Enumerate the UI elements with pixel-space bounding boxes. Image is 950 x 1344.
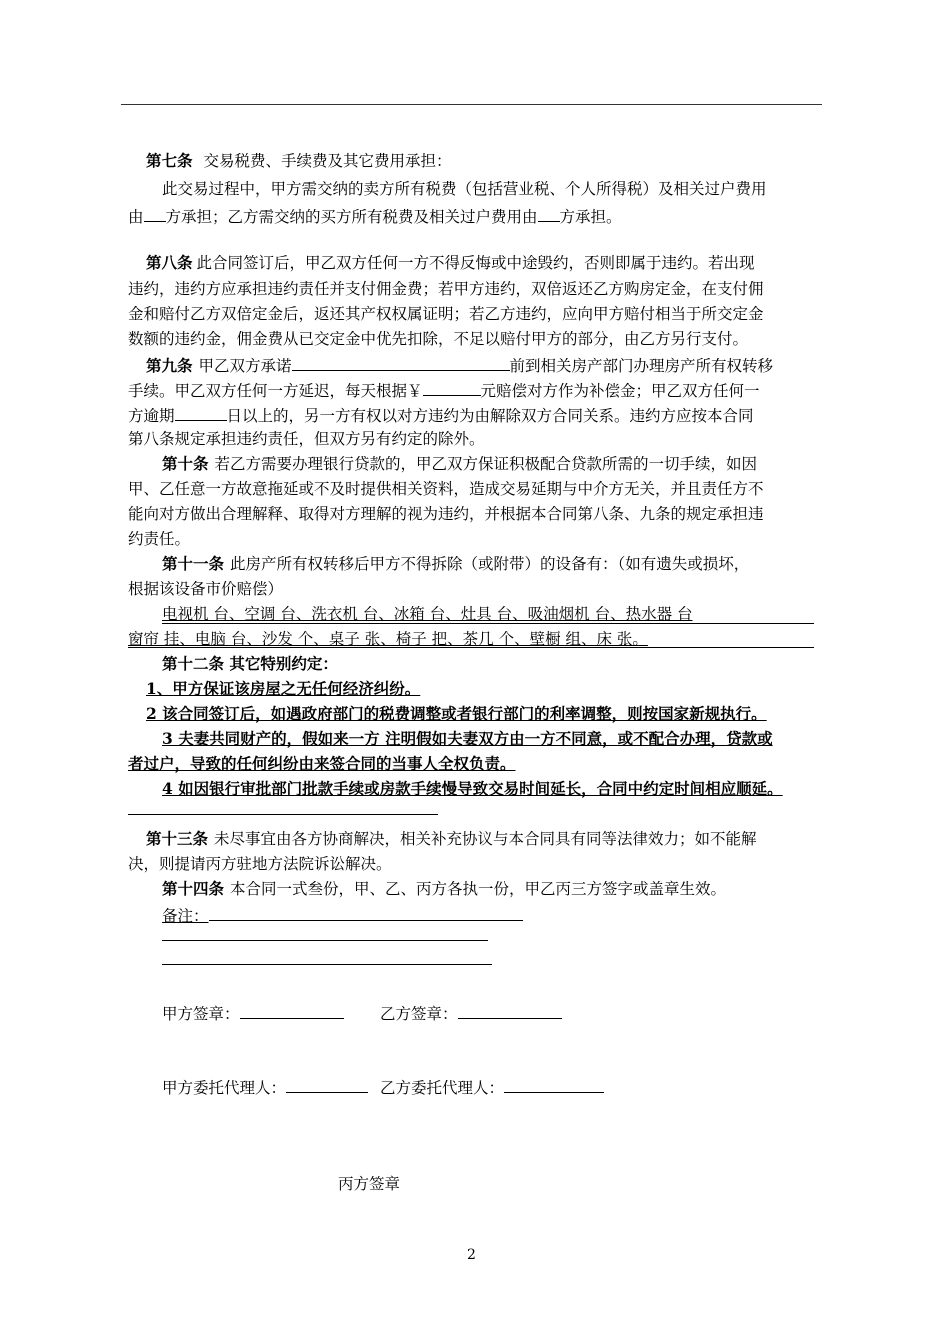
article-14-line: 第十四条 本合同一式叁份，甲、乙、丙方各执一份，甲乙丙三方签字或盖章生效。 — [162, 879, 727, 898]
article-10-line: 能向对方做出合理解释、取得对方理解的视为违约，并根据本合同第八条、九条的规定承担违 — [128, 505, 764, 523]
party-a-agent: 甲方委托代理人： — [162, 1075, 368, 1099]
special-term: 1、甲方保证该房屋之无任何经济纠纷。 — [146, 679, 421, 698]
article-11-line: 根据该设备市价赔偿） — [128, 580, 284, 598]
equipment-underline — [128, 647, 814, 648]
article-7-line: 此交易过程中，甲方需交纳的卖方所有税费（包括营业税、个人所得税）及相关过户费用 — [162, 180, 767, 198]
special-term: 2 该合同签订后，如遇政府部门的税费调整或者银行部门的利率调整，则按国家新规执行。 — [146, 704, 767, 723]
equipment-underline — [162, 623, 814, 624]
article-8-line: 第八条 此合同签订后，甲乙双方任何一方不得反悔或中途毁约，否则即属于违约。若出现 — [146, 253, 755, 272]
equipment-list: 窗帘 挂、电脑 台、沙发 个、桌子 张、椅子 把、茶几 个、壁橱 组、床 张。 — [128, 630, 648, 648]
remarks: 备注： — [162, 903, 523, 927]
article-10-line: 第十条 若乙方需要办理银行贷款的，甲乙双方保证积极配合贷款所需的一切手续，如因 — [162, 454, 758, 473]
article-8-line: 金和赔付乙方双倍定金后，返还其产权权属证明；若乙方违约，应向甲方赔付相当于所交定金 — [128, 305, 764, 323]
special-term: 者过户，导致的任何纠纷由来签合同的当事人全权负责。 — [128, 754, 516, 773]
remarks-line — [162, 940, 488, 941]
page-number: 2 — [467, 1247, 476, 1263]
article-7-heading: 第七条 交易税费、手续费及其它费用承担： — [146, 151, 452, 170]
remarks-line — [162, 964, 492, 965]
party-b-agent: 乙方委托代理人： — [380, 1075, 604, 1099]
special-term: 4 如因银行审批部门批款手续或房款手续慢导致交易时间延长，合同中约定时间相应顺延。 — [162, 779, 783, 798]
article-7-line: 由 方承担；乙方需交纳的买方所有税费及相关过户费用由 方承担。 — [128, 204, 622, 228]
party-b-signature: 乙方签章： — [380, 1001, 562, 1025]
article-13-line: 第十三条 未尽事宜由各方协商解决，相关补充协议与本合同具有同等法律效力；如不能解 — [146, 829, 757, 848]
article-8-line: 违约，违约方应承担违约责任并支付佣金费；若甲方违约，双倍返还乙方购房定金，在支付佣 — [128, 280, 764, 298]
party-c-signature: 丙方签章 — [338, 1175, 401, 1193]
section-rule — [128, 814, 438, 815]
equipment-list: 电视机 台、空调 台、洗衣机 台、冰箱 台、灶具 台、吸油烟机 台、热水器 台 — [162, 605, 693, 623]
article-9-line: 第九条 甲乙双方承诺 前到相关房产部门办理房产所有权转移 — [146, 353, 773, 377]
party-a-signature: 甲方签章： — [162, 1001, 344, 1025]
article-10-line: 甲、乙任意一方故意拖延或不及时提供相关资料，造成交易延期与中介方无关，并且责任方不 — [128, 480, 764, 498]
article-9-line: 手续。甲乙双方任何一方延迟，每天根据￥ 元赔偿对方作为补偿金；甲乙双方任何一 — [128, 378, 760, 402]
article-9-line: 方逾期 日以上的，另一方有权以对方违约为由解除双方合同关系。违约方应按本合同 — [128, 403, 754, 427]
special-term: 3 夫妻共同财产的，假如来一方 注明假如夫妻双方由一方不同意，或不配合办理，贷款或 — [162, 729, 773, 748]
article-11-line: 第十一条 此房产所有权转移后甲方不得拆除（或附带）的设备有：（如有遗失或损坏， — [162, 554, 750, 573]
article-12-heading: 第十二条 其它特别约定： — [162, 654, 338, 673]
header-rule — [121, 104, 822, 105]
article-8-line: 数额的违约金，佣金费从已交定金中优先扣除，不足以赔付甲方的部分，由乙方另行支付。 — [128, 330, 749, 348]
article-13-line: 决，则提请丙方驻地方法院诉讼解决。 — [128, 855, 392, 873]
article-10-line: 约责任。 — [128, 530, 191, 548]
article-9-line: 第八条规定承担违约责任，但双方另有约定的除外。 — [128, 430, 485, 448]
